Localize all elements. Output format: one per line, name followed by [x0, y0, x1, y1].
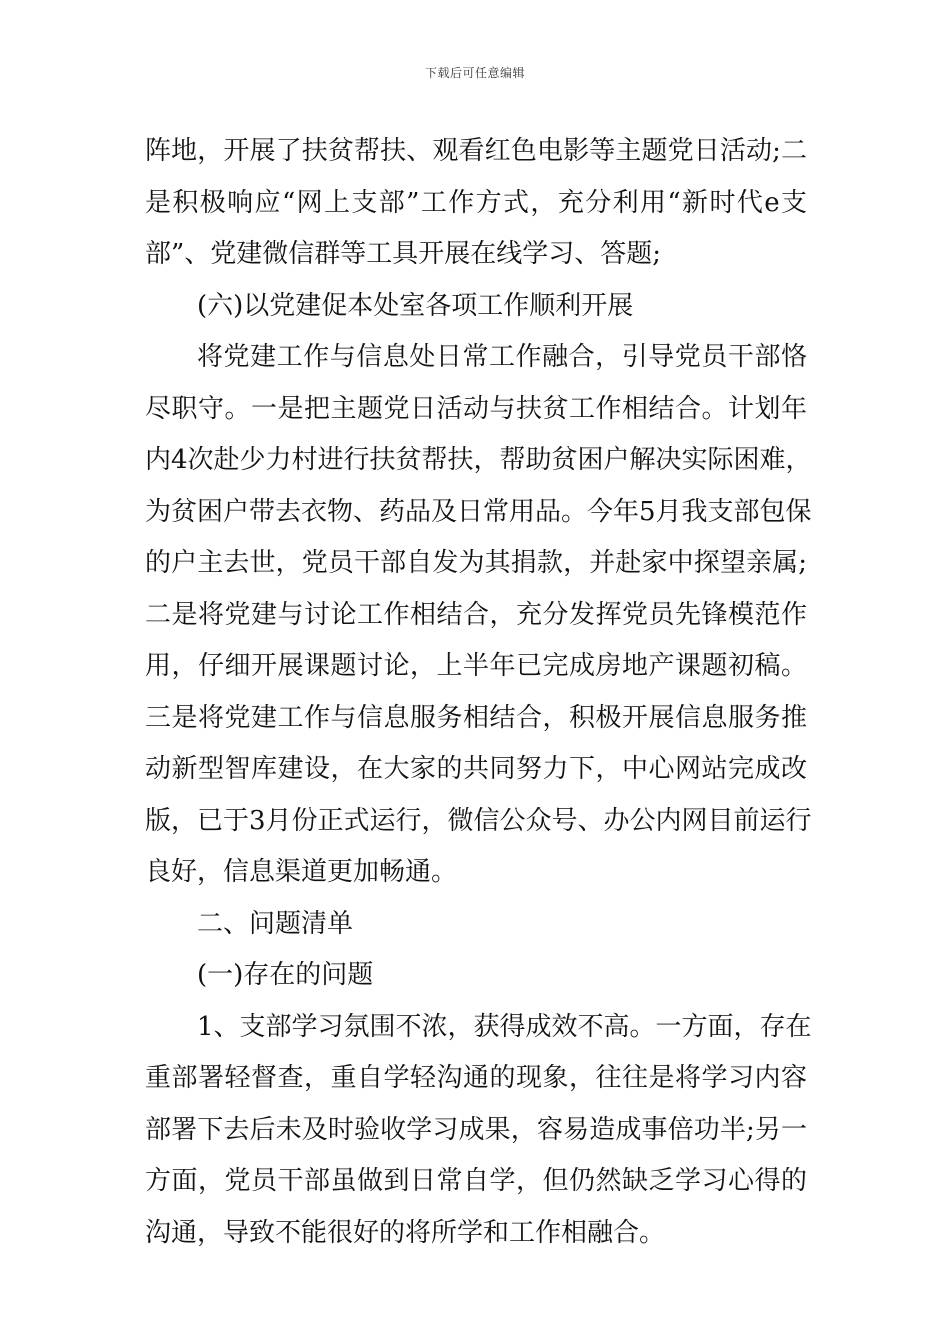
text-line: 良好，信息渠道更加畅通。 — [145, 857, 458, 887]
text-line: 二是将党建与讨论工作相结合，充分发挥党员先锋模范作 — [145, 599, 807, 630]
section-heading: 二、问题清单 — [197, 908, 354, 939]
header-note: 下载后可任意编辑 — [424, 66, 525, 80]
text-line: 方面，党员干部虽做到日常自学，但仍然缺乏学习心得的 — [145, 1166, 807, 1196]
text-line: 三是将党建工作与信息服务相结合，积极开展信息服务推 — [145, 702, 807, 733]
text-line: 1、支部学习氛围不浓，获得成效不高。一方面，存在 — [197, 1011, 812, 1042]
text-line: 内4次赴少力村进行扶贫帮扶，帮助贫困户解决实际困难， — [145, 445, 812, 475]
text-line: 的户主去世，党员干部自发为其捐款，并赴家中探望亲属; — [145, 548, 807, 578]
text-line: 为贫困户带去衣物、药品及日常用品。今年5月我支部包保 — [145, 496, 812, 527]
text-line: 部”、党建微信群等工具开展在线学习、答题; — [145, 239, 662, 269]
text-line: 部署下去后未及时验收学习成果，容易造成事倍功半;另一 — [145, 1114, 807, 1145]
text-line: 版，已于3月份正式运行，微信公众号、办公内网目前运行 — [145, 805, 812, 836]
text-line: 阵地，开展了扶贫帮扶、观看红色电影等主题党日活动;二 — [145, 136, 807, 166]
section-heading: (六)以党建促本处室各项工作顺利开展 — [197, 290, 634, 321]
document-body — [145, 126, 812, 1259]
text-line: 将党建工作与信息处日常工作融合，引导党员干部恪 — [197, 342, 807, 372]
text-line: 动新型智库建设，在大家的共同努力下，中心网站完成改 — [145, 754, 807, 784]
text-line: 重部署轻督查，重自学轻沟通的现象，往往是将学习内容 — [145, 1063, 807, 1093]
subsection-heading: (一)存在的问题 — [197, 960, 374, 990]
text-line: 用，仔细开展课题讨论，上半年已完成房地产课题初稿。 — [145, 651, 807, 681]
text-line: 沟通，导致不能很好的将所学和工作相融合。 — [145, 1217, 666, 1248]
text-line: 尽职守。一是把主题党日活动与扶贫工作相结合。计划年 — [145, 393, 807, 424]
text-line: 是积极响应“网上支部”工作方式，充分利用“新时代e支 — [145, 187, 807, 218]
